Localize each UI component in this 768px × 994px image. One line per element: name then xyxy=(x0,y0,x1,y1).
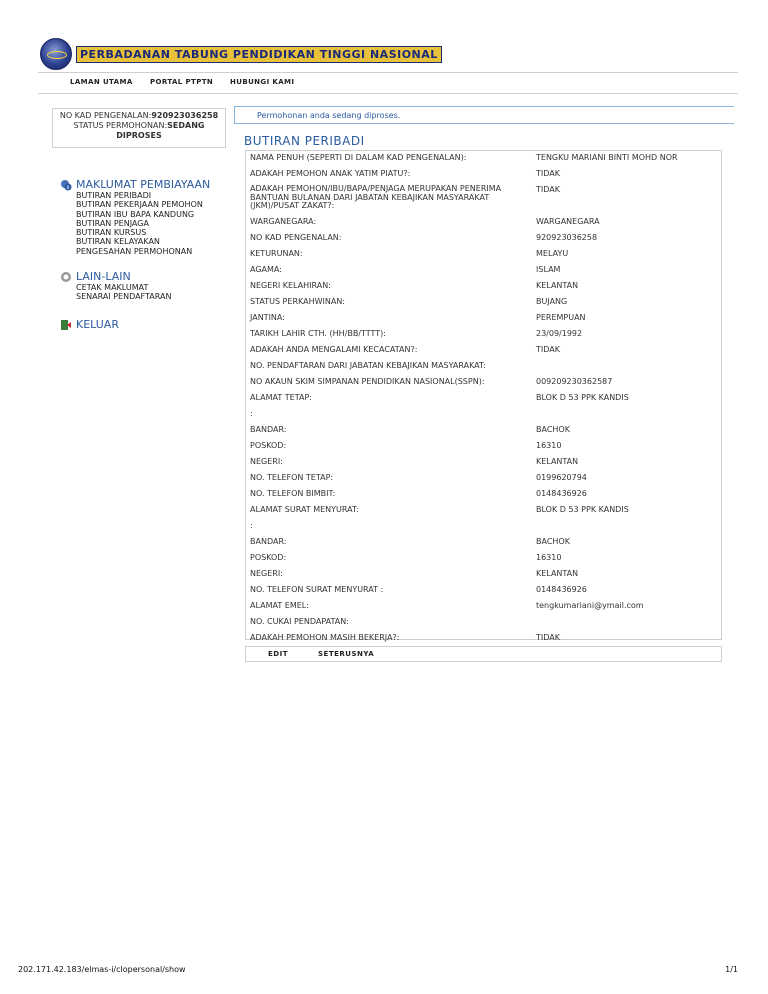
row-label: NO KAD PENGENALAN: xyxy=(250,233,342,242)
row-label: NEGERI KELAHIRAN: xyxy=(250,281,331,290)
row-label: WARGANEGARA: xyxy=(250,217,317,226)
row-value: BACHOK xyxy=(536,537,570,546)
edit-button[interactable]: EDIT xyxy=(268,650,288,658)
status-message: Permohonan anda sedang diproses. xyxy=(234,106,734,124)
row-value: ISLAM xyxy=(536,265,561,274)
sidebar-item-financing-5[interactable]: BUTIRAN KELAYAKAN xyxy=(76,237,160,247)
page-title: BUTIRAN PERIBADI xyxy=(244,134,365,148)
row-value: TIDAK xyxy=(536,633,560,642)
row-value: WARGANEGARA xyxy=(536,217,600,226)
row-label: POSKOD: xyxy=(250,441,287,450)
row-label: AGAMA: xyxy=(250,265,282,274)
row-label: BANDAR: xyxy=(250,425,287,434)
site-header xyxy=(38,36,738,70)
sidebar-logout[interactable] xyxy=(60,318,119,331)
row-value: TENGKU MARIANI BINTI MOHD NOR xyxy=(536,153,678,162)
row-value: 0148436926 xyxy=(536,585,587,594)
ptptn-logo-icon xyxy=(40,38,72,70)
status-value: SEDANG xyxy=(167,121,205,130)
row-value: PEREMPUAN xyxy=(536,313,586,322)
sidebar-item-other-0[interactable]: CETAK MAKLUMAT xyxy=(76,283,149,292)
row-label: : xyxy=(250,409,253,418)
footer-page-number: 1/1 xyxy=(725,965,738,974)
row-label: STATUS PERKAHWINAN: xyxy=(250,297,345,306)
row-value: 0148436926 xyxy=(536,489,587,498)
gear-icon xyxy=(60,271,72,283)
top-navigation xyxy=(38,72,738,94)
sidebar-item-financing-0[interactable]: BUTIRAN PERIBADI xyxy=(76,191,152,200)
row-value: TIDAK xyxy=(536,169,560,178)
row-label: ALAMAT EMEL: xyxy=(250,601,309,610)
logout-link[interactable]: KELUAR xyxy=(76,318,119,331)
row-label: NEGERI: xyxy=(250,569,283,578)
nav-hubungi-kami[interactable]: HUBUNGI KAMI xyxy=(230,78,295,86)
row-label: : xyxy=(250,521,253,530)
row-label: JANTINA: xyxy=(250,313,285,322)
row-label-line: ADAKAH PEMOHON/IBU/BAPA/PENJAGA MERUPAKAN PENERIMA xyxy=(250,184,502,193)
sidebar-financing-title[interactable]: MAKLUMAT PEMBIAYAAN xyxy=(76,178,211,191)
row-value: KELANTAN xyxy=(536,457,579,466)
row-label: NO. TELEFON TETAP: xyxy=(250,473,334,482)
sidebar-item-financing-6[interactable]: PENGESAHAN PERMOHONAN xyxy=(76,246,193,256)
row-label: ADAKAH PEMOHON ANAK YATIM PIATU?: xyxy=(250,169,411,178)
row-value: 16310 xyxy=(536,441,562,450)
row-label: NEGERI: xyxy=(250,457,283,466)
sidebar-other-list xyxy=(76,283,171,302)
footer-url: 202.171.42.183/elmas-i/clopersonal/show xyxy=(18,965,186,974)
row-label: KETURUNAN: xyxy=(250,249,303,258)
next-button[interactable]: SETERUSNYA xyxy=(318,650,375,658)
status-label: STATUS PERMOHONAN: xyxy=(73,121,168,130)
row-value: tengkumariani@ymail.com xyxy=(536,601,644,610)
sidebar-item-other-1[interactable]: SENARAI PENDAFTARAN xyxy=(76,292,172,302)
row-label: NO. CUKAI PENDAPATAN: xyxy=(250,617,349,626)
nav-portal-ptptn[interactable]: PORTAL PTPTN xyxy=(150,78,214,86)
row-value: 16310 xyxy=(536,553,562,562)
sidebar-financing xyxy=(60,178,210,256)
sidebar-financing-list xyxy=(76,191,210,256)
row-label: ADAKAH ANDA MENGALAMI KECACATAN?: xyxy=(250,345,418,354)
logo-text: PERBADANAN TABUNG PENDIDIKAN TINGGI NASIONAL xyxy=(76,46,442,63)
row-label: POSKOD: xyxy=(250,553,287,562)
sidebar-item-financing-2[interactable]: BUTIRAN IBU BAPA KANDUNG xyxy=(76,209,195,219)
row-value: 920923036258 xyxy=(536,233,598,242)
row-value: BLOK D 53 PPK KANDIS xyxy=(536,505,629,514)
row-label: ADAKAH PEMOHON MASIH BEKERJA?: xyxy=(250,633,400,642)
row-label: ALAMAT SURAT MENYURAT: xyxy=(250,505,359,514)
status-value-2: DIPROSES xyxy=(116,131,162,140)
nav-laman-utama[interactable]: LAMAN UTAMA xyxy=(70,78,133,86)
sidebar-item-financing-3[interactable]: BUTIRAN PENJAGA xyxy=(76,218,149,228)
row-label: ALAMAT TETAP: xyxy=(250,393,312,402)
row-label: NO. TELEFON BIMBIT: xyxy=(250,489,336,498)
logout-icon xyxy=(60,319,72,331)
row-label xyxy=(250,185,501,211)
sidebar-item-financing-4[interactable]: BUTIRAN KURSUS xyxy=(76,228,147,238)
row-value: BUJANG xyxy=(536,297,568,306)
row-label: NO. TELEFON SURAT MENYURAT : xyxy=(250,585,384,594)
row-value: 23/09/1992 xyxy=(536,329,583,338)
id-label: NO KAD PENGENALAN: xyxy=(59,111,152,120)
row-value: MELAYU xyxy=(536,249,569,258)
row-label-line: (JKM)/PUSAT ZAKAT?: xyxy=(250,201,335,210)
sidebar-other-title[interactable]: LAIN-LAIN xyxy=(76,270,131,283)
row-value: 009209230362587 xyxy=(536,377,613,386)
info-user-icon xyxy=(60,179,72,191)
row-label: NO AKAUN SKIM SIMPANAN PENDIDIKAN NASIONAL(SSPN): xyxy=(250,377,485,386)
row-value: TIDAK xyxy=(536,185,560,194)
application-status-box xyxy=(52,108,226,148)
row-value: BLOK D 53 PPK KANDIS xyxy=(536,393,629,402)
row-label: NAMA PENUH (SEPERTI DI DALAM KAD PENGENALAN): xyxy=(250,153,467,162)
sidebar-other xyxy=(60,270,171,302)
sidebar-item-financing-1[interactable]: BUTIRAN PEKERJAAN PEMOHON xyxy=(76,200,203,210)
row-label: TARIKH LAHIR CTH. (HH/BB/TTTT): xyxy=(250,329,386,338)
row-value: 0199620794 xyxy=(536,473,587,482)
row-label: BANDAR: xyxy=(250,537,287,546)
id-value: 920923036258 xyxy=(151,111,219,120)
personal-details-table xyxy=(245,150,722,640)
form-actions xyxy=(245,646,722,662)
row-label: NO. PENDAFTARAN DARI JABATAN KEBAJIKAN MASYARAKAT: xyxy=(250,361,486,370)
row-label-line: BANTUAN BULANAN DARI JABATAN KEBAJIKAN MASYARAKAT xyxy=(250,192,490,202)
row-value: KELANTAN xyxy=(536,281,579,290)
row-value: BACHOK xyxy=(536,425,570,434)
row-value: KELANTAN xyxy=(536,569,579,578)
row-value: TIDAK xyxy=(536,345,560,354)
